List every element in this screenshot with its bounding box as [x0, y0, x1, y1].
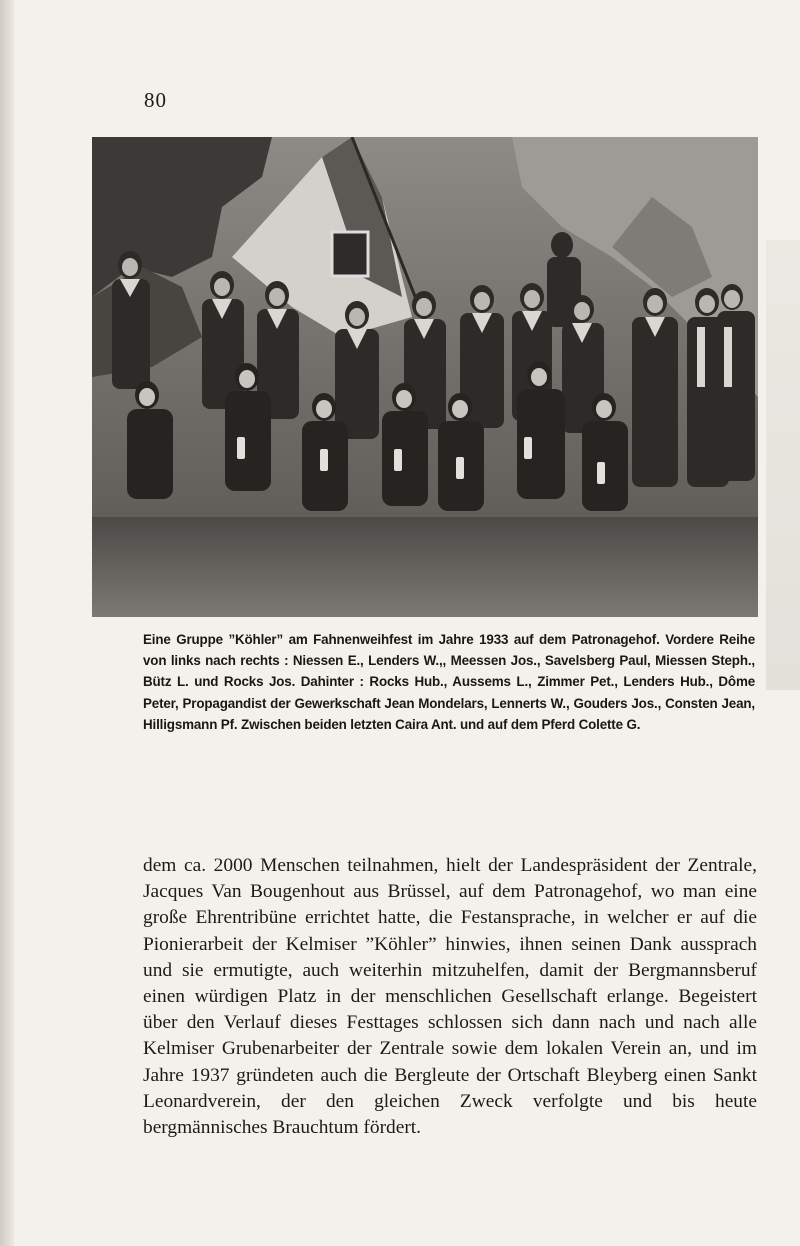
historical-photograph — [92, 137, 758, 617]
photo-illustration — [92, 137, 758, 617]
body-paragraph: dem ca. 2000 Menschen teilnahmen, hielt der Landespräsident der Zentrale, Jacques Van Bougenhout aus Brüssel, auf dem Patronagehof, wo man eine große Ehrentribüne errichtet hatte, die Festansprache, in welcher er auf die Pionierarbeit der Kelmiser ”Köhler” hinwies, ihnen seinen Dank aussprach und sie ermutigte, auch weiterhin mitzuhelfen, damit der Bergmannsberuf einen würdigen Platz in der menschlichen Gesellschaft erlange. Begeistert über den Verlauf dieses Festtages schlossen sich dann nach und nach alle Kelmiser Grubenarbeiter der Zentrale sowie dem lokalen Verein an, und im Jahre 1937 gründeten auch die Bergleute der Ortschaft Bleyberg einen Sankt Leonardverein, der den gleichen Zweck verfolgte und bis heute bergmännisches Brauchtum fördert. — [143, 855, 757, 1139]
bleed-through-shadow — [766, 240, 800, 690]
page-number: 80 — [144, 88, 167, 112]
page-edge — [0, 0, 14, 1246]
photo-caption: Eine Gruppe ”Köhler” am Fahnenweihfest im Jahre 1933 auf dem Patronagehof. Vordere Reihe von links nach rechts : Niessen E., Lenders W.,, Meessen Jos., Savelsberg Paul, Miessen Steph., Bütz L. und Rocks Jos. Dahinter : Rocks Hub., Aussems L., Zimmer Pet., Lenders Hub., Dôme Peter, Propagandist der Gewerkschaft Jean Mondelars, Lennerts W., Gouders Jos., Consten Jean, Hilligsmann Pf. Zwischen beiden letzten Caira Ant. und auf dem Pferd Colette G. — [143, 632, 755, 732]
